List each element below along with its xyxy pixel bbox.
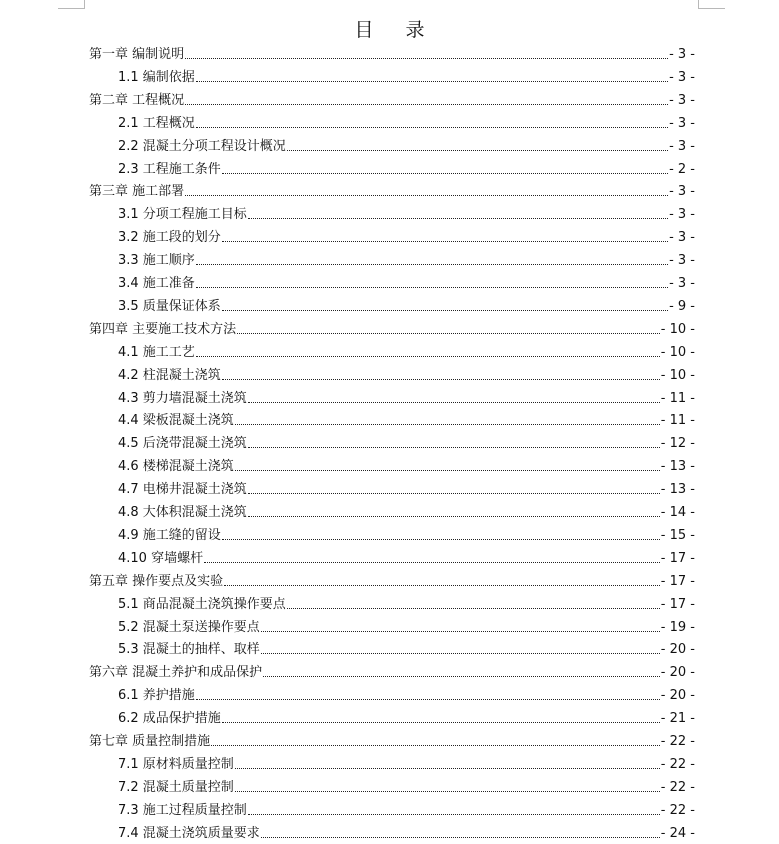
toc-entry-page-number: - 14 - bbox=[660, 505, 695, 520]
toc-entry-page-number: - 3 - bbox=[669, 230, 695, 246]
toc-entry-page-number: - 22 - bbox=[660, 779, 695, 795]
dot-leader bbox=[196, 127, 668, 128]
toc-entry-page-number: - 22 - bbox=[660, 802, 695, 818]
toc-section-entry[interactable] bbox=[118, 454, 695, 474]
toc-entry-page-number: - 10 - bbox=[660, 367, 695, 383]
dot-leader bbox=[222, 310, 668, 311]
toc-entry-page-number: - 3 - bbox=[669, 69, 695, 85]
toc-section-entry[interactable] bbox=[118, 202, 695, 222]
dot-leader bbox=[222, 722, 660, 723]
toc-chapter-entry[interactable] bbox=[89, 729, 695, 749]
toc-entry-label: 4.9 施工缝的留设 bbox=[118, 527, 221, 543]
toc-section-entry[interactable] bbox=[118, 706, 695, 726]
toc-entry-page-number: - 9 - bbox=[669, 298, 695, 314]
toc-entry-label: 4.7 电梯井混凝土浇筑 bbox=[118, 482, 247, 498]
dot-leader bbox=[196, 81, 668, 82]
toc-section-entry[interactable] bbox=[118, 523, 695, 543]
toc-entry-label: 7.4 混凝土浇筑质量要求 bbox=[118, 825, 260, 841]
dot-leader bbox=[196, 699, 660, 700]
margin-corner-mark-right bbox=[698, 0, 725, 9]
toc-section-entry[interactable] bbox=[118, 821, 695, 841]
toc-entry-label: 第六章 混凝土养护和成品保护 bbox=[89, 665, 263, 681]
toc-entry-page-number: - 3 - bbox=[669, 276, 695, 291]
toc-entry-label: 第一章 编制说明 bbox=[89, 47, 185, 62]
dot-leader bbox=[237, 333, 660, 334]
toc-section-entry[interactable] bbox=[118, 65, 695, 85]
toc-section-entry[interactable] bbox=[118, 386, 695, 406]
dot-leader bbox=[261, 653, 660, 654]
toc-section-entry[interactable] bbox=[118, 615, 695, 635]
toc-entry-label: 4.8 大体积混凝土浇筑 bbox=[118, 505, 247, 520]
toc-section-entry[interactable] bbox=[118, 340, 695, 360]
toc-section-entry[interactable] bbox=[118, 271, 695, 291]
toc-entry-page-number: - 15 - bbox=[660, 527, 695, 543]
toc-entry-label: 3.3 施工顺序 bbox=[118, 253, 195, 269]
toc-entry-page-number: - 20 - bbox=[660, 665, 695, 681]
dot-leader bbox=[235, 768, 660, 769]
dot-leader bbox=[261, 631, 660, 632]
toc-entry-page-number: - 3 - bbox=[669, 207, 695, 223]
toc-entry-page-number: - 17 - bbox=[660, 550, 695, 566]
toc-title: 目 录 bbox=[354, 19, 438, 41]
toc-section-entry[interactable] bbox=[118, 775, 695, 795]
toc-entry-page-number: - 2 - bbox=[669, 161, 695, 177]
toc-chapter-entry[interactable] bbox=[89, 88, 695, 108]
dot-leader bbox=[204, 562, 660, 563]
toc-entry-page-number: - 3 - bbox=[669, 47, 695, 62]
toc-entry-page-number: - 22 - bbox=[660, 734, 695, 749]
dot-leader bbox=[263, 676, 660, 677]
toc-entry-label: 第五章 操作要点及实验 bbox=[89, 573, 224, 589]
dot-leader bbox=[196, 356, 660, 357]
toc-section-entry[interactable] bbox=[118, 431, 695, 451]
toc-entry-label: 第三章 施工部署 bbox=[89, 184, 185, 200]
toc-entry-label: 5.1 商品混凝土浇筑操作要点 bbox=[118, 596, 286, 612]
toc-entry-page-number: - 3 - bbox=[669, 115, 695, 131]
dot-leader bbox=[248, 814, 660, 815]
toc-entry-page-number: - 11 - bbox=[660, 413, 695, 429]
dot-leader bbox=[222, 241, 668, 242]
dot-leader bbox=[222, 379, 660, 380]
toc-entry-label: 2.1 工程概况 bbox=[118, 115, 195, 131]
toc-section-entry[interactable] bbox=[118, 592, 695, 612]
dot-leader bbox=[248, 402, 660, 403]
toc-entry-page-number: - 17 - bbox=[660, 573, 695, 589]
toc-section-entry[interactable] bbox=[118, 798, 695, 818]
toc-section-entry[interactable] bbox=[118, 134, 695, 154]
toc-entry-label: 4.10 穿墙螺杆 bbox=[118, 550, 204, 566]
toc-entry-label: 6.1 养护措施 bbox=[118, 688, 195, 704]
toc-entry-page-number: - 20 - bbox=[660, 642, 695, 658]
toc-entry-page-number: - 13 - bbox=[660, 459, 695, 475]
toc-entry-label: 3.5 质量保证体系 bbox=[118, 298, 221, 314]
toc-section-entry[interactable] bbox=[118, 546, 695, 566]
toc-entry-page-number: - 3 - bbox=[669, 138, 695, 154]
dot-leader bbox=[185, 195, 668, 196]
toc-entry-page-number: - 13 - bbox=[660, 482, 695, 498]
toc-entry-page-number: - 17 - bbox=[660, 596, 695, 612]
toc-chapter-entry[interactable] bbox=[89, 179, 695, 199]
toc-entry-label: 1.1 编制依据 bbox=[118, 69, 195, 85]
toc-section-entry[interactable] bbox=[118, 157, 695, 177]
toc-entry-label: 4.4 梁板混凝土浇筑 bbox=[118, 413, 234, 429]
toc-entry-label: 3.4 施工准备 bbox=[118, 276, 195, 291]
toc-chapter-entry[interactable] bbox=[89, 42, 695, 62]
toc-entry-label: 3.1 分项工程施工目标 bbox=[118, 207, 247, 223]
dot-leader bbox=[248, 516, 660, 517]
margin-corner-mark-left bbox=[58, 0, 85, 9]
dot-leader bbox=[185, 104, 668, 105]
toc-entry-label: 7.3 施工过程质量控制 bbox=[118, 802, 247, 818]
dot-leader bbox=[248, 218, 668, 219]
toc-section-entry[interactable] bbox=[118, 477, 695, 497]
toc-entry-page-number: - 12 - bbox=[660, 436, 695, 452]
toc-section-entry[interactable] bbox=[118, 408, 695, 428]
dot-leader bbox=[196, 264, 668, 265]
toc-entry-label: 7.1 原材料质量控制 bbox=[118, 756, 234, 772]
toc-section-entry[interactable] bbox=[118, 363, 695, 383]
toc-section-entry[interactable] bbox=[118, 248, 695, 268]
dot-leader bbox=[222, 539, 660, 540]
toc-entry-page-number: - 21 - bbox=[660, 711, 695, 727]
toc-entry-label: 5.2 混凝土泵送操作要点 bbox=[118, 619, 260, 635]
toc-entry-page-number: - 11 - bbox=[660, 390, 695, 406]
dot-leader bbox=[235, 424, 660, 425]
toc-section-entry[interactable] bbox=[118, 637, 695, 657]
toc-entry-label: 第二章 工程概况 bbox=[89, 92, 185, 108]
toc-entry-label: 3.2 施工段的划分 bbox=[118, 230, 221, 246]
dot-leader bbox=[185, 58, 668, 59]
dot-leader bbox=[224, 585, 660, 586]
toc-entry-label: 7.2 混凝土质量控制 bbox=[118, 779, 234, 795]
toc-entry-page-number: - 10 - bbox=[660, 344, 695, 360]
toc-entry-label: 4.3 剪力墙混凝土浇筑 bbox=[118, 390, 247, 406]
toc-entry-label: 4.1 施工工艺 bbox=[118, 344, 195, 360]
toc-entry-label: 第七章 质量控制措施 bbox=[89, 734, 211, 749]
toc-entry-page-number: - 3 - bbox=[669, 253, 695, 269]
toc-entry-label: 2.2 混凝土分项工程设计概况 bbox=[118, 138, 286, 154]
toc-entry-page-number: - 22 - bbox=[660, 756, 695, 772]
toc-entry-page-number: - 3 - bbox=[669, 184, 695, 200]
toc-entry-label: 2.3 工程施工条件 bbox=[118, 161, 221, 177]
toc-entry-page-number: - 19 - bbox=[660, 619, 695, 635]
dot-leader bbox=[248, 447, 660, 448]
toc-chapter-entry[interactable] bbox=[89, 660, 695, 680]
toc-entry-page-number: - 3 - bbox=[669, 92, 695, 108]
toc-section-entry[interactable] bbox=[118, 225, 695, 245]
toc-entry-label: 4.5 后浇带混凝土浇筑 bbox=[118, 436, 247, 452]
toc-entry-label: 4.2 柱混凝土浇筑 bbox=[118, 367, 221, 383]
dot-leader bbox=[287, 608, 660, 609]
dot-leader bbox=[196, 287, 668, 288]
toc-entry-label: 第四章 主要施工技术方法 bbox=[89, 321, 237, 337]
toc-chapter-entry[interactable] bbox=[89, 569, 695, 589]
toc-section-entry[interactable] bbox=[118, 683, 695, 703]
toc-entry-page-number: - 10 - bbox=[660, 321, 695, 337]
dot-leader bbox=[235, 470, 660, 471]
dot-leader bbox=[211, 745, 660, 746]
dot-leader bbox=[261, 837, 660, 838]
dot-leader bbox=[222, 173, 668, 174]
dot-leader bbox=[287, 150, 668, 151]
toc-entry-label: 6.2 成品保护措施 bbox=[118, 711, 221, 727]
toc-entry-page-number: - 24 - bbox=[660, 825, 695, 841]
toc-section-entry[interactable] bbox=[118, 500, 695, 520]
toc-chapter-entry[interactable] bbox=[89, 317, 695, 337]
toc-section-entry[interactable] bbox=[118, 111, 695, 131]
toc-entry-label: 4.6 楼梯混凝土浇筑 bbox=[118, 459, 234, 475]
toc-entry-page-number: - 20 - bbox=[660, 688, 695, 704]
toc-entry-label: 5.3 混凝土的抽样、取样 bbox=[118, 642, 260, 658]
toc-section-entry[interactable] bbox=[118, 752, 695, 772]
dot-leader bbox=[248, 493, 660, 494]
dot-leader bbox=[235, 791, 660, 792]
toc-section-entry[interactable] bbox=[118, 294, 695, 314]
